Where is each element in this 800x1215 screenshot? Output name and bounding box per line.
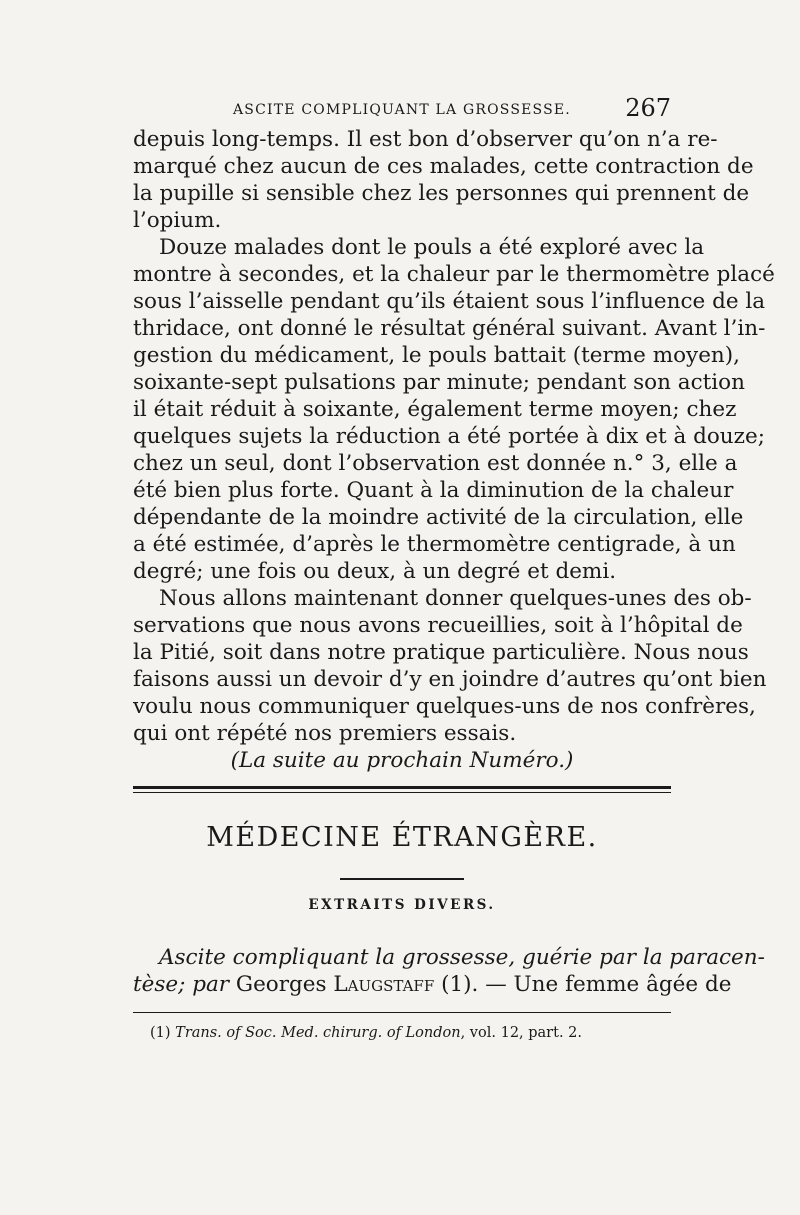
footnote-journal: Trans. of Soc. Med. chirurg. of London [175,1025,461,1041]
text-line: quelques sujets la réduction a été portée à dix et à douze; [133,424,765,449]
article-text-start: — Une femme âgée de [485,972,732,997]
text-line: degré; une fois ou deux, à un degré et demi. [133,559,617,584]
text-line: montre à secondes, et la chaleur par le thermomètre placé [133,262,775,287]
text-line: Douze malades dont le pouls a été exploré avec la [159,235,705,260]
text-line: chez un seul, dont l’observation est donnée n.° 3, elle a [133,451,738,476]
page-header [133,94,671,128]
continuation-note: (La suite au prochain Numéro.) [230,748,574,773]
footnote-marker: (1) [150,1025,171,1041]
text-line: la pupille si sensible chez les personnes qui prennent de [133,181,750,206]
section-divider [133,786,671,789]
text-line: été bien plus forte. Quant à la diminution de la chaleur [133,478,734,503]
title-rule [340,878,464,880]
text-line: dépendante de la moindre activité de la circulation, elle [133,505,744,530]
text-line: a été estimée, d’après le thermomètre centigrade, à un [133,532,736,557]
text-line: marqué chez aucun de ces malades, cette contraction de [133,154,754,179]
text-line: l’opium. [133,208,222,233]
article-title-line: Ascite compliquant la grossesse, guérie par la paracen- [159,945,765,970]
footnote [150,1025,670,1041]
running-title: ASCITE COMPLIQUANT LA GROSSESSE. [233,102,571,118]
text-line: il était réduit à soixante, également terme moyen; chez [133,397,737,422]
page-number: 267 [625,94,671,122]
text-line: thridace, ont donné le résultat général suivant. Avant l’in- [133,316,766,341]
text-line: la Pitié, soit dans notre pratique particulière. Nous nous [133,640,749,665]
article-title-end: tèse; par [133,972,230,997]
text-line: servations que nous avons recueillies, soit à l’hôpital de [133,613,743,638]
footnote-rule [133,1012,671,1013]
author-first-name: Georges [235,972,327,997]
text-line: Nous allons maintenant donner quelques-unes des ob- [159,586,752,611]
text-line: faisons aussi un devoir d’y en joindre d’autres qu’ont bien [133,667,767,692]
text-line: voulu nous communiquer quelques-uns de nos confrères, [133,694,756,719]
text-line: depuis long-temps. Il est bon d’observer qu’on n’a re- [133,127,718,152]
article-title-line-2 [133,971,732,998]
text-line: qui ont répété nos premiers essais. [133,721,517,746]
text-line: gestion du médicament, le pouls battait (terme moyen), [133,343,740,368]
text-line: sous l’aisselle pendant qu’ils étaient sous l’influence de la [133,289,766,314]
author-last-name: Laugstaff [333,972,435,997]
text-line: soixante-sept pulsations par minute; pendant son action [133,370,745,395]
section-subtitle: EXTRAITS DIVERS. [308,897,496,913]
section-title: MÉDECINE ÉTRANGÈRE. [206,822,598,853]
footnote-ref: (1). [441,972,479,997]
section-divider-thin [133,792,671,793]
footnote-details: , vol. 12, part. 2. [460,1025,582,1041]
